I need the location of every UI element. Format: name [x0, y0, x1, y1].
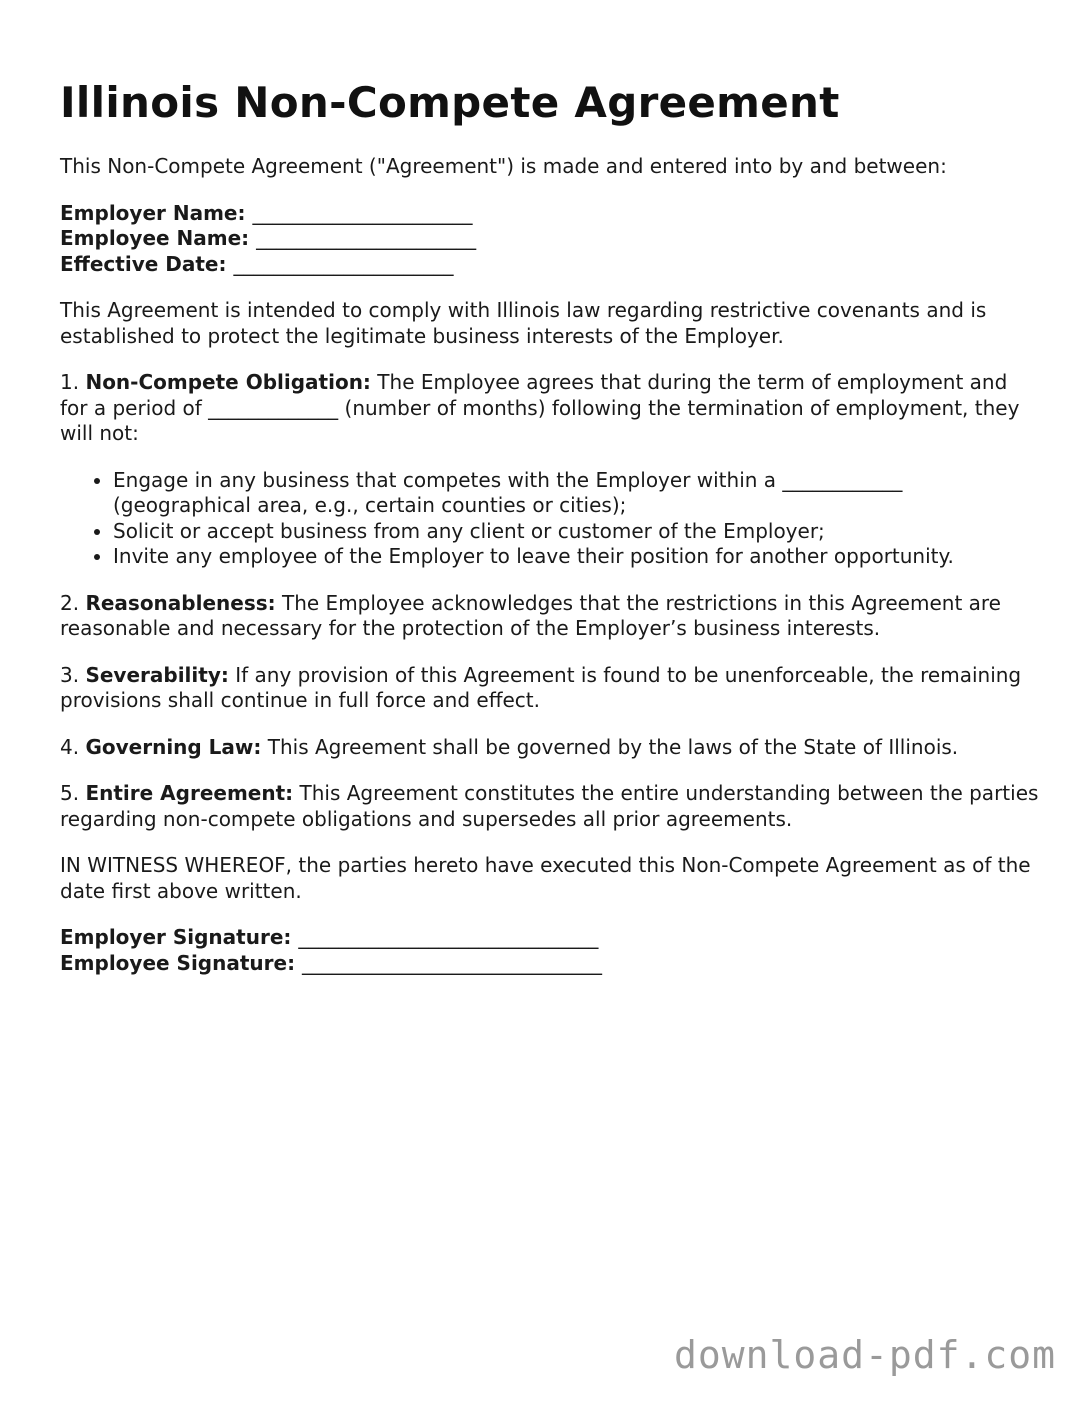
section-number: 3.: [60, 662, 80, 687]
intro-paragraph: This Non-Compete Agreement ("Agreement") is made and entered into by and between:: [60, 154, 947, 178]
section-4: [60, 735, 1040, 761]
employee-signature-line: [60, 951, 1040, 977]
signature-blank: ______________________________: [298, 925, 599, 949]
obligation-list: [60, 468, 1040, 570]
field-blank: ______________________: [256, 226, 477, 250]
list-item: • Invite any employee of the Employer to leave their position for another opportunity.: [113, 544, 1040, 570]
section-text: This Agreement constitutes the entire understanding between the parties regarding non-compete obligations and supersedes all prior agreements.: [60, 781, 1039, 831]
field-label: Effective Date:: [60, 251, 227, 276]
signature-label: Employee Signature:: [60, 950, 296, 975]
section-heading: Entire Agreement:: [85, 781, 294, 805]
section-1: [60, 370, 1040, 447]
section-number: 2.: [60, 590, 80, 615]
document-title: Illinois Non-Compete Agreement: [60, 78, 840, 127]
section-5: [60, 781, 1040, 832]
section-text: The Employee agrees that during the term of employment and for a period of _____________ (number of months) following the termination of employment, they will not:: [60, 370, 1020, 445]
employer-signature-line: [60, 925, 1040, 951]
section-heading: Non-Compete Obligation:: [85, 370, 371, 394]
witness-paragraph: IN WITNESS WHEREOF, the parties hereto have executed this Non-Compete Agreement as of the date first above written.: [60, 853, 1031, 903]
party-fields: [60, 201, 1040, 278]
employee-name-field: [60, 226, 1040, 252]
section-heading: Reasonableness:: [85, 590, 276, 615]
field-blank: ______________________: [252, 200, 473, 225]
watermark: download-pdf.com: [673, 1333, 1056, 1377]
field-blank: ______________________: [233, 251, 454, 276]
section-3: [60, 663, 1040, 714]
signature-label: Employer Signature:: [60, 925, 292, 949]
section-number: 4.: [60, 734, 80, 759]
employer-name-field: [60, 201, 1040, 227]
purpose-paragraph: This Agreement is intended to comply with Illinois law regarding restrictive covenants and is established to protect the legitimate business interests of the Employer.: [60, 298, 987, 348]
section-heading: Governing Law:: [85, 734, 262, 759]
section-text: This Agreement shall be governed by the laws of the State of Illinois.: [267, 734, 959, 759]
signature-block: [60, 925, 1040, 976]
section-number: 1.: [60, 370, 80, 394]
section-text: The Employee acknowledges that the restrictions in this Agreement are reasonable and necessary for the protection of the Employer’s business interests.: [60, 590, 1001, 640]
signature-blank: ______________________________: [302, 950, 603, 975]
section-text: If any provision of this Agreement is found to be unenforceable, the remaining provisions shall continue in full force and effect.: [60, 662, 1022, 712]
section-2: [60, 591, 1040, 642]
document-page: [60, 78, 1040, 976]
section-number: 5.: [60, 781, 80, 805]
field-label: Employee Name:: [60, 226, 250, 250]
list-item: • Solicit or accept business from any client or customer of the Employer;: [113, 519, 1040, 545]
list-item: • Engage in any business that competes with the Employer within a ____________ (geographical area, e.g., certain counties or cities);: [113, 468, 1040, 519]
field-label: Employer Name:: [60, 200, 246, 225]
section-heading: Severability:: [85, 662, 229, 687]
effective-date-field: [60, 252, 1040, 278]
